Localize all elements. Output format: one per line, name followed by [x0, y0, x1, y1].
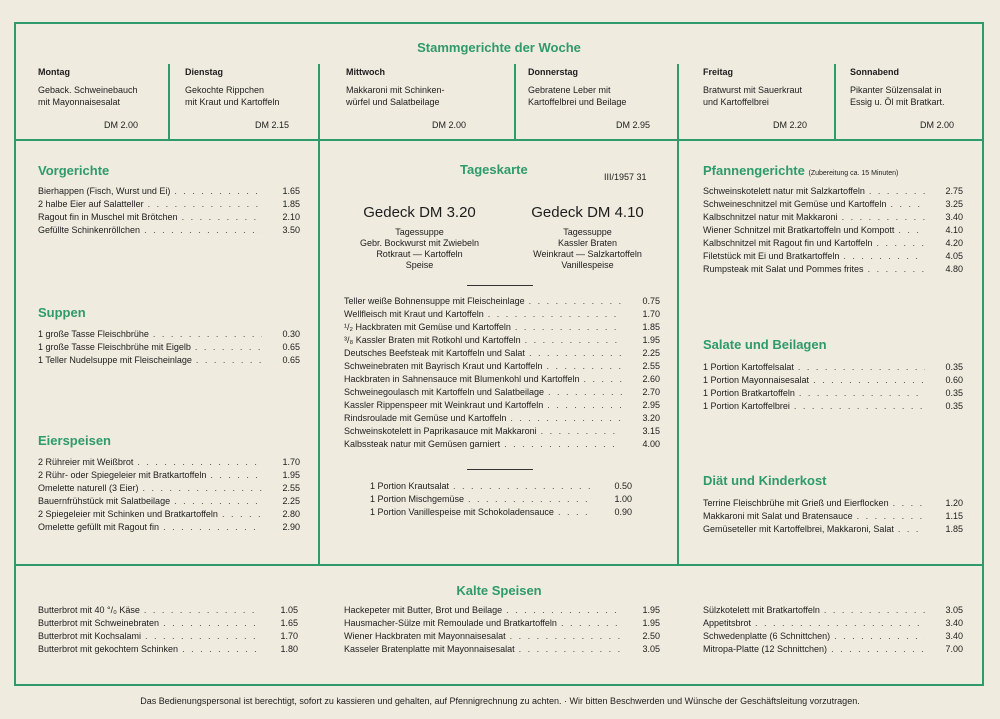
menu-item-price: 1.20	[945, 498, 963, 508]
gedeck-1-title: Gedeck DM 3.20	[363, 204, 476, 221]
menu-item	[703, 630, 963, 643]
menu-item	[344, 438, 660, 451]
leader-dots	[504, 438, 622, 451]
day-mittwoch	[346, 66, 506, 136]
menu-item-name: Kalbssteak natur mit Gemüsen garniert	[344, 439, 501, 449]
menu-item-name: Schweineschnitzel mit Gemüse und Kartoffeln	[703, 199, 887, 209]
menu-item	[703, 387, 963, 400]
menu-item	[703, 185, 963, 198]
menu-item-name: Bierhappen (Fisch, Wurst und Ei)	[38, 186, 171, 196]
leader-dots	[857, 510, 925, 523]
salate-title: Salate und Beilagen	[703, 337, 827, 352]
menu-item-name: Butterbrot mit Kochsalami	[38, 631, 142, 641]
leader-dots	[163, 521, 262, 534]
menu-item-name: 2 Rühr- oder Spiegeleier mit Bratkartoffeln	[38, 470, 207, 480]
menu-item-price: 3.15	[642, 426, 660, 436]
day-name: Sonnabend	[850, 67, 899, 77]
menu-item-price: 4.05	[945, 251, 963, 261]
leader-dots	[145, 630, 260, 643]
menu-item-price: 1.70	[642, 309, 660, 319]
menu-item-price: 3.40	[945, 631, 963, 641]
menu-item	[38, 224, 300, 237]
menu-item	[703, 224, 963, 237]
kalte-title: Kalte Speisen	[456, 583, 542, 598]
leader-dots	[898, 224, 925, 237]
day-price: DM 2.15	[255, 120, 290, 130]
menu-item-price: 2.80	[282, 509, 300, 519]
menu-item-name: Gemüseteller mit Kartoffelbrei, Makkaroni, Salat	[703, 524, 894, 534]
leader-dots	[525, 334, 622, 347]
menu-item	[703, 250, 963, 263]
leader-dots	[755, 617, 925, 630]
kalte-list-1	[38, 604, 298, 656]
menu-item	[38, 617, 298, 630]
menu-item	[344, 630, 660, 643]
leader-dots	[182, 643, 260, 656]
dish-line: Kartoffelbrei und Beilage	[528, 97, 627, 107]
menu-item-name: 2 Spiegeleier mit Schinken und Bratkartoffeln	[38, 509, 218, 519]
gedeck-1	[332, 203, 507, 271]
menu-item-price: 4.20	[945, 238, 963, 248]
menu-item-price: 0.30	[282, 329, 300, 339]
dish-line: mit Kraut und Kartoffeln	[185, 97, 280, 107]
dish-line: Gekochte Rippchen	[185, 85, 265, 95]
menu-item	[38, 211, 300, 224]
leader-dots	[842, 211, 925, 224]
menu-item-name: Hausmacher-Sülze mit Remoulade und Bratkartoffeln	[344, 618, 557, 628]
menu-item	[38, 495, 300, 508]
rule-tageskarte-2	[467, 469, 533, 470]
kalte-list-2	[344, 604, 660, 656]
menu-item	[344, 321, 660, 334]
menu-item-name: 1 Teller Nudelsuppe mit Fleischeinlage	[38, 355, 192, 365]
day-price: DM 2.00	[432, 120, 467, 130]
menu-item-price: 0.35	[945, 362, 963, 372]
menu-item-price: 1.65	[280, 618, 298, 628]
menu-item	[344, 386, 660, 399]
menu-item-name: Schweinebraten mit Bayrisch Kraut und Kartoffeln	[344, 361, 543, 371]
menu-item-price: 2.50	[642, 631, 660, 641]
day-montag	[38, 66, 163, 136]
tageskarte-list	[344, 295, 660, 451]
leader-dots	[813, 374, 925, 387]
leader-dots	[869, 185, 925, 198]
menu-item-name: 1 große Tasse Fleischbrühe	[38, 329, 149, 339]
menu-item-price: 1.15	[945, 511, 963, 521]
leader-dots	[182, 211, 262, 224]
menu-item-price: 1.95	[642, 335, 660, 345]
menu-item	[370, 506, 632, 519]
menu-item-name: 1 Portion Vanillespeise mit Schokoladensauce	[370, 507, 554, 517]
menu-item-name: Schweinskotelett in Paprikasauce mit Makkaroni	[344, 426, 537, 436]
menu-item	[344, 643, 660, 656]
menu-item-price: 1.85	[642, 322, 660, 332]
leader-dots	[510, 412, 622, 425]
menu-item-name: Butterbrot mit 40 °/₀ Käse	[38, 605, 140, 615]
menu-item-name: Sülzkotelett mit Bratkartoffeln	[703, 605, 820, 615]
divider-day-3	[514, 64, 516, 140]
divider-day-4	[677, 64, 679, 140]
tageskarte-list-2	[370, 480, 632, 519]
menu-item-price: 0.75	[642, 296, 660, 306]
menu-item	[344, 604, 660, 617]
leader-dots	[868, 263, 925, 276]
gedeck-line: Gebr. Bockwurst mit Zwiebeln	[359, 238, 480, 248]
leader-dots	[137, 456, 262, 469]
menu-item-name: 1 Portion Krautsalat	[370, 481, 450, 491]
menu-item-name: Omelette naturell (3 Eier)	[38, 483, 139, 493]
leader-dots	[876, 237, 925, 250]
menu-item-price: 3.25	[945, 199, 963, 209]
menu-item-price: 0.90	[614, 507, 632, 517]
gedeck-2	[505, 203, 670, 271]
day-price: DM 2.00	[104, 120, 139, 130]
menu-item-name: 2 Rühreier mit Weißbrot	[38, 457, 134, 467]
menu-item-price: 3.05	[642, 644, 660, 654]
menu-item-price: 2.60	[642, 374, 660, 384]
menu-item-price: 1.85	[945, 524, 963, 534]
menu-item-name: Teller weiße Bohnensuppe mit Fleischeinlage	[344, 296, 525, 306]
menu-item-price: 1.95	[282, 470, 300, 480]
menu-item-price: 1.00	[614, 494, 632, 504]
menu-item-price: 4.80	[945, 264, 963, 274]
menu-item-price: 1.95	[642, 618, 660, 628]
menu-item-name: Kalbschnitzel natur mit Makkaroni	[703, 212, 838, 222]
menu-item-name: ³/₈ Kassler Braten mit Rotkohl und Kartoffeln	[344, 335, 521, 345]
menu-item-name: Hackepeter mit Butter, Brot und Beilage	[344, 605, 503, 615]
menu-item-price: 2.25	[282, 496, 300, 506]
day-name: Mittwoch	[346, 67, 385, 77]
menu-item	[703, 211, 963, 224]
menu-item-name: 2 halbe Eier auf Salatteller	[38, 199, 144, 209]
divider-day-1	[168, 64, 170, 140]
kalte-list-3	[703, 604, 963, 656]
menu-item	[38, 630, 298, 643]
gedeck-line: Vanillespeise	[561, 260, 614, 270]
menu-item	[703, 510, 963, 523]
vorgerichte-list	[38, 185, 300, 237]
menu-item	[344, 347, 660, 360]
menu-item-price: 2.25	[642, 348, 660, 358]
menu-item	[38, 341, 300, 354]
gedeck-line: Speise	[405, 260, 434, 270]
menu-item-name: Bauernfrühstück mit Salatbeilage	[38, 496, 171, 506]
menu-item-price: 4.10	[945, 225, 963, 235]
menu-item-name: Rumpsteak mit Salat und Pommes frites	[703, 264, 864, 274]
menu-item	[703, 497, 963, 510]
leader-dots	[546, 360, 622, 373]
menu-item	[38, 185, 300, 198]
leader-dots	[541, 425, 622, 438]
menu-item-name: 1 Portion Mischgemüse	[370, 494, 465, 504]
menu-item	[344, 308, 660, 321]
menu-item	[38, 198, 300, 211]
leader-dots	[163, 617, 260, 630]
menu-item-price: 1.70	[280, 631, 298, 641]
menu-item-name: Kalbschnitzel mit Ragout fin und Kartoffeln	[703, 238, 873, 248]
day-freitag	[703, 66, 831, 136]
leader-dots	[890, 198, 925, 211]
menu-item-name: Ragout fin in Muschel mit Brötchen	[38, 212, 178, 222]
dish-line: und Kartoffelbrei	[703, 97, 769, 107]
menu-item-price: 1.70	[282, 457, 300, 467]
menu-item-name: Wellfleisch mit Kraut und Kartoffeln	[344, 309, 484, 319]
day-donnerstag	[528, 66, 673, 136]
pfannengerichte-label: Pfannengerichte	[703, 163, 805, 178]
divider-col-2	[677, 140, 679, 565]
dish-line: Gebratene Leber mit	[528, 85, 611, 95]
day-name: Freitag	[703, 67, 734, 77]
menu-item	[344, 412, 660, 425]
diaet-title: Diät und Kinderkost	[703, 473, 827, 488]
menu-item-price: 0.65	[282, 342, 300, 352]
day-name: Donnerstag	[528, 67, 579, 77]
menu-item-name: Rindsroulade mit Gemüse und Kartoffeln	[344, 413, 507, 423]
menu-item-name: Butterbrot mit Schweinebraten	[38, 618, 160, 628]
gedeck-line: Kassler Braten	[557, 238, 618, 248]
menu-item	[38, 469, 300, 482]
menu-item-price: 3.05	[945, 605, 963, 615]
leader-dots	[468, 493, 594, 506]
menu-item	[703, 400, 963, 413]
leader-dots	[558, 506, 594, 519]
menu-item-name: Filetstück mit Ei und Bratkartoffeln	[703, 251, 840, 261]
menu-item-name: Butterbrot mit gekochtem Schinken	[38, 644, 179, 654]
menu-item	[703, 237, 963, 250]
menu-item-price: 7.00	[945, 644, 963, 654]
menu-item-name: Mitropa-Platte (12 Schnittchen)	[703, 644, 828, 654]
day-price: DM 2.00	[920, 120, 955, 130]
menu-item-price: 3.40	[945, 618, 963, 628]
menu-item	[344, 617, 660, 630]
divider-top	[14, 139, 984, 141]
day-dienstag	[185, 66, 315, 136]
menu-item-price: 2.90	[282, 522, 300, 532]
leader-dots	[488, 308, 622, 321]
menu-item	[703, 643, 963, 656]
divider-day-2	[318, 64, 320, 140]
leader-dots	[506, 604, 622, 617]
menu-item-name: 1 große Tasse Fleischbrühe mit Eigelb	[38, 342, 191, 352]
dish-line: Bratwurst mit Sauerkraut	[703, 85, 803, 95]
leader-dots	[143, 482, 262, 495]
day-price: DM 2.95	[616, 120, 651, 130]
menu-item	[703, 263, 963, 276]
menu-item	[703, 198, 963, 211]
menu-item-price: 3.20	[642, 413, 660, 423]
divider-bottom	[14, 564, 984, 566]
menu-item-name: 1 Portion Mayonnaisesalat	[703, 375, 810, 385]
dish-line: würfel und Salatbeilage	[346, 97, 440, 107]
dish-line: Makkaroni mit Schinken-	[346, 85, 445, 95]
menu-item-price: 0.65	[282, 355, 300, 365]
menu-item	[344, 360, 660, 373]
weekly-title: Stammgerichte der Woche	[417, 40, 581, 55]
leader-dots	[174, 185, 262, 198]
menu-item	[703, 617, 963, 630]
menu-item-name: 1 Portion Kartoffelsalat	[703, 362, 794, 372]
menu-item-name: Schweinskotelett natur mit Salzkartoffeln	[703, 186, 865, 196]
leader-dots	[144, 224, 262, 237]
menu-item	[38, 604, 298, 617]
dish-line: Pikanter Sülzensalat in	[850, 85, 942, 95]
tageskarte-code: III/1957 31	[604, 172, 647, 182]
menu-item-name: Kassler Rippenspeer mit Weinkraut und Kartoffeln	[344, 400, 544, 410]
leader-dots	[153, 328, 262, 341]
menu-item	[38, 508, 300, 521]
menu-item-name: Wiener Schnitzel mit Bratkartoffeln und Kompott	[703, 225, 895, 235]
dish-line: mit Mayonnaisesalat	[38, 97, 121, 107]
day-name: Dienstag	[185, 67, 224, 77]
leader-dots	[824, 604, 925, 617]
leader-dots	[510, 630, 622, 643]
leader-dots	[843, 250, 925, 263]
leader-dots	[799, 387, 925, 400]
menu-item-price: 3.50	[282, 225, 300, 235]
menu-item-price: 2.10	[282, 212, 300, 222]
menu-item-name: 1 Portion Bratkartoffeln	[703, 388, 795, 398]
divider-day-5	[834, 64, 836, 140]
menu-item-name: Makkaroni mit Salat und Bratensauce	[703, 511, 853, 521]
leader-dots	[519, 643, 622, 656]
leader-dots	[515, 321, 622, 334]
leader-dots	[548, 386, 622, 399]
gedeck-line: Tagessuppe	[395, 227, 444, 237]
menu-item-price: 2.95	[642, 400, 660, 410]
leader-dots	[893, 497, 925, 510]
leader-dots	[210, 469, 262, 482]
day-name: Montag	[38, 67, 70, 77]
menu-item	[703, 361, 963, 374]
leader-dots	[561, 617, 622, 630]
leader-dots	[834, 630, 925, 643]
menu-item-name: Terrine Fleischbrühe mit Grieß und Eierflocken	[703, 498, 889, 508]
menu-item	[703, 523, 963, 536]
leader-dots	[196, 354, 262, 367]
eierspeisen-title: Eierspeisen	[38, 433, 111, 448]
menu-item	[344, 295, 660, 308]
menu-item-price: 0.50	[614, 481, 632, 491]
divider-col-1	[318, 140, 320, 565]
menu-item-name: Schwedenplatte (6 Schnittchen)	[703, 631, 831, 641]
menu-item-price: 1.85	[282, 199, 300, 209]
menu-item	[344, 399, 660, 412]
gedeck-2-title: Gedeck DM 4.10	[531, 204, 644, 221]
leader-dots	[144, 604, 260, 617]
tageskarte-title: Tageskarte	[460, 162, 528, 177]
leader-dots	[798, 361, 925, 374]
menu-item-price: 3.40	[945, 212, 963, 222]
day-price: DM 2.20	[773, 120, 808, 130]
menu-item-name: Hackbraten in Sahnensauce mit Blumenkohl und Kartoffeln	[344, 374, 580, 384]
pfannengerichte-title	[703, 163, 898, 178]
menu-item-price: 1.65	[282, 186, 300, 196]
menu-item-name: ¹/₂ Hackbraten mit Gemüse und Kartoffeln	[344, 322, 511, 332]
menu-item-name: Omelette gefüllt mit Ragout fin	[38, 522, 160, 532]
menu-item	[344, 373, 660, 386]
leader-dots	[222, 508, 262, 521]
menu-item-price: 2.75	[945, 186, 963, 196]
eierspeisen-list	[38, 456, 300, 534]
menu-item	[38, 643, 298, 656]
dish-line: Essig u. Öl mit Bratkart.	[850, 97, 945, 107]
menu-item-name: 1 Portion Kartoffelbrei	[703, 401, 790, 411]
menu-item-price: 0.35	[945, 401, 963, 411]
gedeck-line: Rotkraut — Kartoffeln	[376, 249, 463, 259]
leader-dots	[529, 295, 622, 308]
footer-note: Das Bedienungspersonal ist berechtigt, sofort zu kassieren und gehalten, auf Pfennigrechnung zu achten. · Wir bitten Beschwerden und Wünsche der Geschäftsleitung vorzutragen.	[140, 696, 860, 706]
menu-item-name: Schweinegoulasch mit Kartoffeln und Salatbeilage	[344, 387, 544, 397]
menu-item-price: 2.70	[642, 387, 660, 397]
menu-item	[38, 354, 300, 367]
menu-item-name: Deutsches Beefsteak mit Kartoffeln und Salat	[344, 348, 525, 358]
leader-dots	[148, 198, 262, 211]
menu-item-price: 0.60	[945, 375, 963, 385]
leader-dots	[195, 341, 262, 354]
menu-item	[38, 328, 300, 341]
menu-item	[344, 334, 660, 347]
diaet-list	[703, 497, 963, 536]
menu-item-name: Wiener Hackbraten mit Mayonnaisesalat	[344, 631, 506, 641]
menu-item	[370, 480, 632, 493]
menu-item	[703, 604, 963, 617]
leader-dots	[529, 347, 622, 360]
leader-dots	[583, 373, 622, 386]
leader-dots	[831, 643, 925, 656]
pfannengerichte-note: (Zubereitung ca. 15 Minuten)	[808, 170, 899, 177]
menu-item	[38, 482, 300, 495]
menu-item-price: 1.80	[280, 644, 298, 654]
leader-dots	[547, 399, 622, 412]
menu-item	[370, 493, 632, 506]
salate-list	[703, 361, 963, 413]
menu-item-name: Appetitsbrot	[703, 618, 752, 628]
menu-item-price: 2.55	[282, 483, 300, 493]
menu-item	[38, 521, 300, 534]
pfannengerichte-list	[703, 185, 963, 276]
suppen-title: Suppen	[38, 305, 86, 320]
menu-item-name: Kasseler Bratenplatte mit Mayonnaisesalat	[344, 644, 515, 654]
gedeck-line: Tagessuppe	[563, 227, 612, 237]
menu-item	[703, 374, 963, 387]
dish-line: Geback. Schweinebauch	[38, 85, 138, 95]
leader-dots	[898, 523, 925, 536]
menu-item-price: 1.05	[280, 605, 298, 615]
menu-item	[38, 456, 300, 469]
leader-dots	[794, 400, 925, 413]
menu-item	[344, 425, 660, 438]
rule-tageskarte-1	[467, 285, 533, 286]
menu-item-price: 1.95	[642, 605, 660, 615]
menu-item-price: 4.00	[642, 439, 660, 449]
day-sonnabend	[850, 66, 980, 136]
menu-item-price: 0.35	[945, 388, 963, 398]
vorgerichte-title: Vorgerichte	[38, 163, 110, 178]
suppen-list	[38, 328, 300, 367]
leader-dots	[453, 480, 594, 493]
gedeck-line: Weinkraut — Salzkartoffeln	[533, 249, 642, 259]
menu-item-name: Gefüllte Schinkenröllchen	[38, 225, 141, 235]
menu-item-price: 2.55	[642, 361, 660, 371]
leader-dots	[174, 495, 262, 508]
